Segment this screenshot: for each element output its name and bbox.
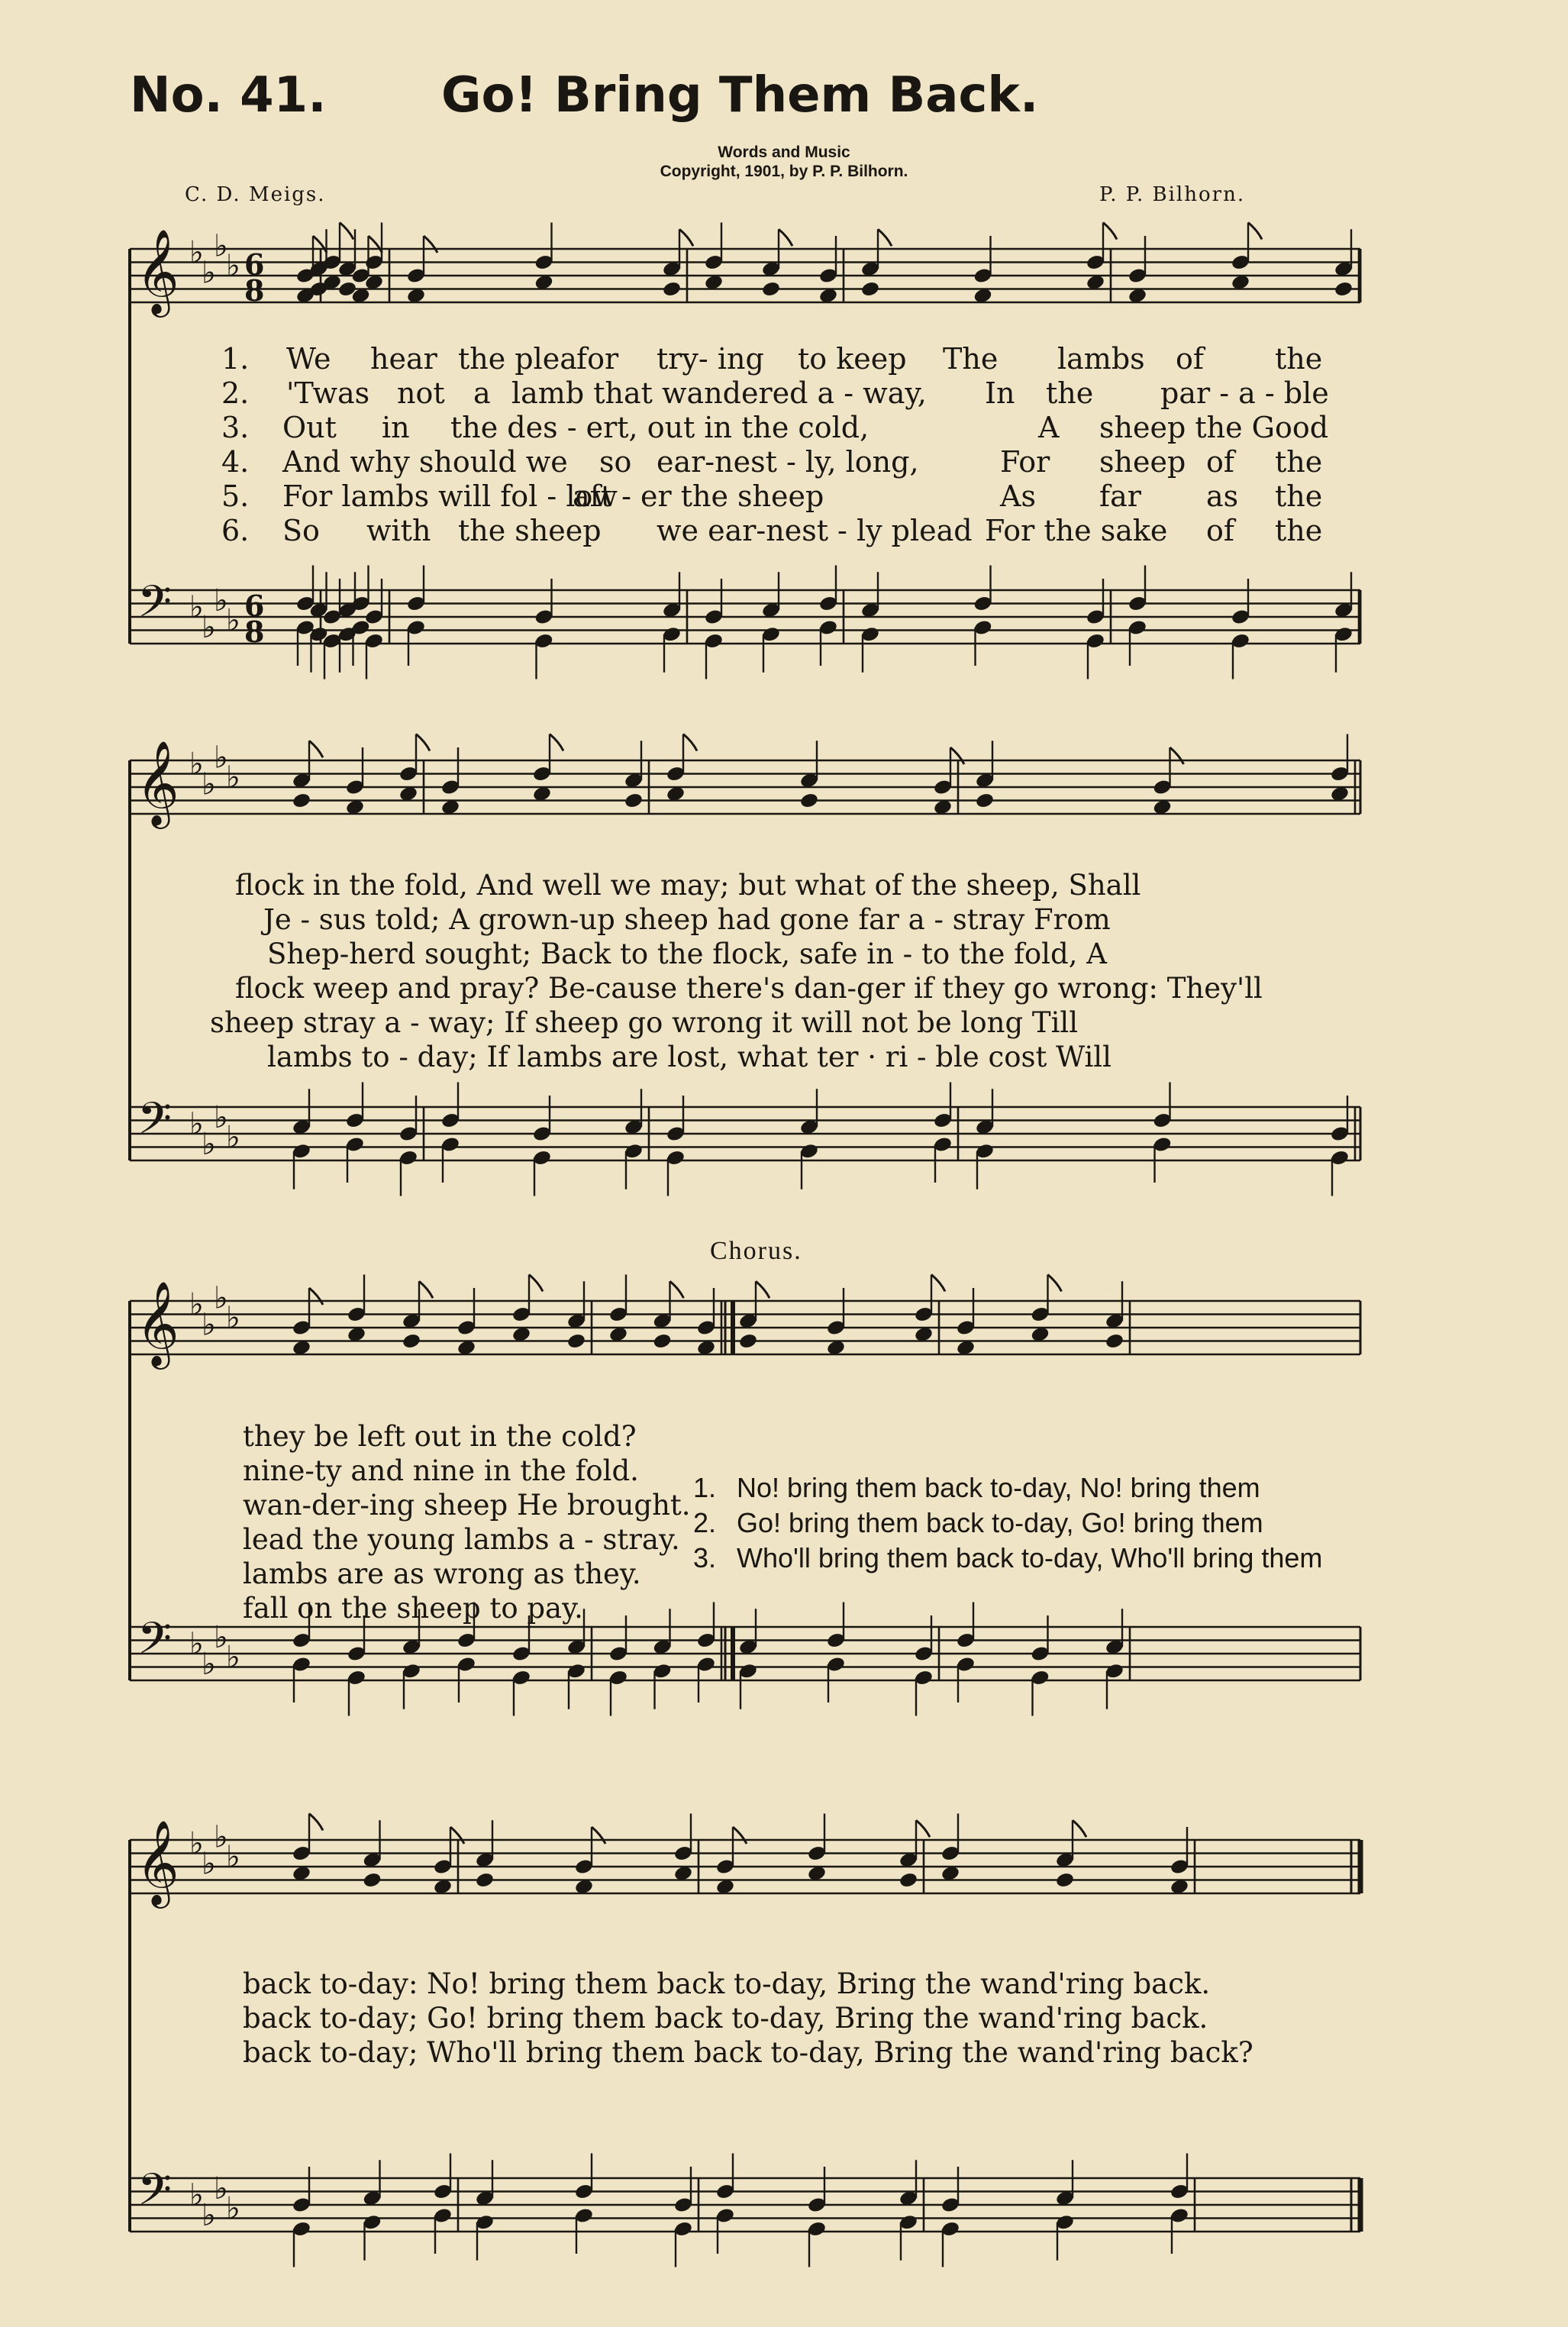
verse-2-line-2: Je - sus told; A grown-up sheep had gone far a - stray From [263,903,1111,936]
lyric-word: ear-nest - ly, long, [657,445,919,479]
lyric-word: of [1206,445,1234,479]
chorus-line-2: Go! bring them back to-day, Go! bring them [737,1507,1263,1538]
verse-3-line-3: wan-der-ing sheep He brought. [243,1489,691,1522]
chorus-line-1-end: back to-day: No! bring them back to-day, Bring the wand'ring back. [243,1967,1211,2000]
lyric-word: So [282,514,320,547]
time-signature-bottom: 8 [244,273,265,308]
verse-6-line-3: fall on the sheep to pay. [243,1592,583,1625]
flat-sign: ♭ [202,2197,216,2233]
note-head [292,792,311,809]
verse-5-line-2: sheep stray a - way; If sheep go wrong it will not be long Till [210,1006,1079,1039]
verse-1-line-2: flock in the fold, And well we may; but what of the sheep, Shall [235,869,1141,902]
flat-sign: ♭ [226,1640,240,1675]
note-flag [309,1288,323,1305]
lyric-word: hear [370,342,437,376]
flat-sign: ♭ [214,1280,228,1316]
note-head [975,792,995,809]
note-flag [416,734,430,751]
chorus-line-3: Who'll bring them back to-day, Who'll bring them [737,1542,1323,1573]
lyric-word: For [1000,445,1050,479]
flat-sign: ♭ [226,248,240,284]
verse-4-line-2: flock weep and pray? Be-cause there's dan-ger if they go wrong: They'll [235,972,1263,1005]
verse-4-line-3: lead the young lambs a - stray. [243,1523,680,1556]
lyric-word: As [1000,479,1036,513]
flat-sign: ♭ [214,740,228,776]
lyric-word: And why should we [282,445,568,479]
flat-sign: ♭ [202,255,216,291]
flat-sign: ♭ [226,760,240,796]
note-head [761,280,781,298]
flat-sign: ♭ [189,1826,204,1861]
note-head [899,1871,918,1889]
lyric-word: 1. [221,342,250,376]
verse-6-line-1 [0,514,1568,547]
note-flag [878,229,892,246]
lyric-word: In [985,376,1015,410]
lyric-word: the [1275,479,1323,513]
bass-clef: 𝄢 [137,1092,173,1155]
lyric-word: 'Twas [286,376,370,410]
lyric-word: 4. [221,445,250,479]
note-flag [1073,1820,1086,1837]
note-head [566,1332,586,1350]
lyric-word: in [382,411,410,444]
lyric-word: For lambs will fol - low [282,479,618,513]
lyric-word: lambs [1057,342,1145,376]
verse-4-line-1 [0,445,1568,479]
verse-3-line-1 [0,411,1568,444]
note-flag [733,1827,747,1844]
lyric-word: Out [282,411,337,444]
note-head [860,280,880,298]
flat-sign: ♭ [189,1626,204,1662]
note-head [402,1332,421,1350]
note-flag [670,1281,684,1298]
verse-5-line-3: lambs are as wrong as they. [243,1557,641,1590]
hymn-number: No. 41. [130,67,327,124]
flat-sign: ♭ [226,1300,240,1336]
chorus-line-3-end: back to-day; Who'll bring them back to-day, Bring the wand'ring back? [243,2036,1253,2069]
flat-sign: ♭ [214,2170,228,2206]
note-flag [931,1275,945,1292]
flat-sign: ♭ [189,747,204,782]
flat-sign: ♭ [189,1287,204,1322]
flat-sign: ♭ [202,609,216,645]
lyric-word: we ear-nest - ly plead [657,514,973,547]
lyric-word: the [1275,342,1323,376]
lyric-word: the sheep [458,514,602,547]
lyric-word: a [473,376,491,410]
words-author: C. D. Meigs. [185,183,326,206]
lyric-word: the des - ert, out in the cold, [450,411,869,444]
note-head [1105,1332,1124,1350]
flat-sign: ♭ [214,1619,228,1655]
lyric-word: We [286,342,331,376]
lyric-word: 2. [221,376,250,410]
hymn-title: Go! Bring Them Back. [441,67,1039,124]
treble-clef: 𝄞 [136,1280,179,1366]
flat-sign: ♭ [202,1646,216,1682]
note-flag [756,1281,769,1298]
note-head [475,1871,495,1889]
lyric-word: the [1046,376,1094,410]
note-flag [424,236,437,253]
lyric-word: not [397,376,445,410]
note-flag [1103,223,1117,240]
note-flag [369,236,382,253]
flat-sign: ♭ [226,1120,240,1155]
note-flag [309,1814,323,1831]
lyric-word: The [943,342,999,376]
lyric-word: A [1038,411,1060,444]
lyric-word: try- ing [657,342,764,376]
verse-2-line-3: nine-ty and nine in the fold. [243,1454,639,1487]
lyric-word: with [366,514,431,547]
note-flag [309,741,323,757]
lyric-word: 3. [221,411,250,444]
note-head [662,280,682,298]
flat-sign: ♭ [214,228,228,264]
verse-6-line-2: lambs to - day; If lambs are lost, what ter · ri - ble cost Will [267,1041,1111,1073]
treble-clef: 𝄞 [136,740,179,825]
treble-clef: 𝄞 [136,228,179,314]
note-flag [529,1275,543,1292]
note-flag [916,1820,930,1837]
verse-1-line-1 [0,342,1568,376]
lyric-word: of [1206,514,1234,547]
note-head [1055,1871,1075,1889]
lyric-word: as [1206,479,1239,513]
time-signature-top: 6 [244,247,265,282]
flat-sign: ♭ [226,603,240,638]
flat-sign: ♭ [202,1307,216,1343]
flat-sign: ♭ [214,1819,228,1855]
flat-sign: ♭ [214,1099,228,1135]
lyric-word: to keep [798,342,907,376]
note-flag [550,734,563,751]
flat-sign: ♭ [202,767,216,802]
bass-clef: 𝄢 [137,1612,173,1675]
note-head [624,792,644,809]
note-flag [1248,223,1262,240]
note-flag [779,229,792,246]
lyric-word: far [1099,479,1141,513]
music-author: P. P. Bilhorn. [1099,183,1246,206]
lyric-word: the plea [458,342,577,376]
chorus-verse-number: 3. [693,1542,717,1573]
lyric-word: 6. [221,514,250,547]
lyric-word: sheep [1099,445,1186,479]
note-head [738,1332,758,1350]
note-flag [419,1281,433,1298]
note-head [1334,280,1353,298]
lyric-word: the [1275,514,1323,547]
flat-sign: ♭ [189,235,204,270]
lyric-word: lamb that wandered a - way, [511,376,927,410]
note-head [799,792,819,809]
flat-sign: ♭ [202,1126,216,1162]
chorus-line-1: No! bring them back to-day, No! bring them [737,1472,1260,1503]
note-flag [1170,747,1184,764]
treble-clef: 𝄞 [136,1819,179,1905]
note-head [652,1332,672,1350]
lyric-word: sheep the Good [1099,411,1329,444]
credit-words-music: Words and Music [718,144,850,161]
lyric-word: For the sake [985,514,1168,547]
verse-5-line-1 [0,479,1568,513]
flat-sign: ♭ [226,2191,240,2226]
chorus-line-2-end: back to-day; Go! bring them back to-day, Bring the wand'ring back. [243,2002,1208,2035]
flat-sign: ♭ [214,583,228,618]
verse-1-line-3: they be left out in the cold? [243,1420,637,1453]
chorus-verse-number: 2. [693,1507,717,1538]
credit-copyright: Copyright, 1901, by P. P. Bilhorn. [660,163,908,180]
lyric-word: the [1275,445,1323,479]
note-head [362,1871,382,1889]
lyric-word: 5. [221,479,250,513]
flat-sign: ♭ [189,589,204,625]
note-flag [683,734,697,751]
bass-clef: 𝄢 [137,576,173,638]
note-flag [679,229,693,246]
lyric-word: of [1176,342,1204,376]
note-flag [592,1827,605,1844]
note-flag [340,223,353,240]
lyric-word: so [599,445,632,479]
time-signature-bottom: 8 [244,615,265,649]
chorus-verse-number: 1. [693,1472,717,1503]
flat-sign: ♭ [226,1839,240,1875]
verse-3-line-2: Shep-herd sought; Back to the flock, safe in - to the fold, A [267,938,1107,970]
flat-sign: ♭ [189,1106,204,1142]
verse-2-line-1 [0,376,1568,410]
lyric-word: for [576,342,619,376]
lyric-word: aft - er the sheep [573,479,824,513]
bass-clef: 𝄢 [137,2164,173,2226]
flat-sign: ♭ [189,2177,204,2213]
time-signature-top: 6 [244,589,265,623]
chorus-label: Chorus. [710,1237,802,1265]
flat-sign: ♭ [202,1846,216,1882]
lyric-word: par - a - ble [1160,376,1329,410]
note-flag [1048,1275,1062,1292]
